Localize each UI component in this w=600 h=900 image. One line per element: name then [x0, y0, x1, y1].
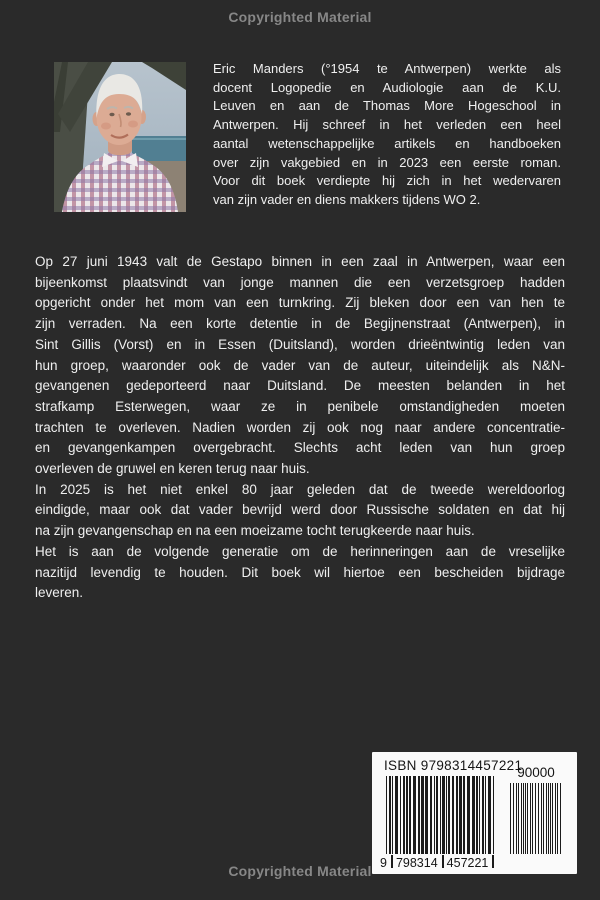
text-line: van zijn vader en diens makkers tijdens WO 2.	[213, 191, 481, 207]
barcode-panel	[372, 752, 577, 874]
isbn-digit-group: 9	[380, 855, 387, 870]
text-line: hun groep, waaronder ook de vader van de auteur, uiteindelijk als N&N-	[35, 357, 565, 373]
isbn-digit-group: 798314	[395, 855, 438, 870]
text-line: overleven de gruwel en keren terug naar huis.	[35, 461, 310, 477]
text-line: Leuven en aan de Thomas More Hogeschool in	[213, 98, 561, 114]
text-line: Antwerpen. Hij schreef in het verleden een heel	[213, 117, 561, 133]
ean-barcode	[386, 776, 498, 854]
text-line: over zijn vakgebied en in 2023 een eerste roman.	[213, 154, 561, 170]
text-line: en gevangenkampen overgebracht. Slechts acht leden van hun groep	[35, 440, 565, 456]
copyright-notice-top: Copyrighted Material	[228, 9, 372, 25]
text-line: docent Logopedie en Audiologie aan de K.U.	[213, 79, 561, 95]
text-line: na zijn gevangenschap en na een moeizame tocht terugkeerde naar huis.	[35, 523, 475, 539]
text-line: gevangenen gedeporteerd naar Duitsland. De meesten belanden in het	[35, 378, 565, 394]
text-line: eindigde, maar ook dat vader bevrijd werd door Russische soldaten en dat hij	[35, 502, 565, 518]
isbn-label: ISBN 9798314457221	[384, 758, 523, 773]
text-line: bijeenkomst plaatsvindt van jonge mannen die een verzetsgroep hadden	[35, 274, 565, 290]
text-line: Voor dit boek verdiepte hij zich in het wedervaren	[213, 173, 561, 189]
text-line: leveren.	[35, 585, 84, 601]
isbn-digit-group: 457221	[446, 855, 489, 870]
text-line: trachten te overleven. Nadien worden zij ook nog naar andere concentratie-	[35, 419, 565, 435]
text-line: aantal wetenschappelijke artikels en handboeken	[213, 135, 561, 151]
text-line: zijn verraden. Na een korte detentie in de Begijnenstraat (Antwerpen), in	[35, 316, 565, 332]
text-line: opgericht onder het mom van een turnkring. Zij bleken door een van hen te	[35, 295, 565, 311]
text-line: Het is aan de volgende generatie om de herinneringen aan de vreselijke	[35, 543, 565, 559]
author-portrait-illustration	[54, 62, 186, 212]
text-line: Eric Manders (°1954 te Antwerpen) werkte als	[213, 61, 561, 76]
text-line: In 2025 is het niet enkel 80 jaar geleden dat de tweede wereldoorlog	[35, 481, 565, 497]
text-line: Op 27 juni 1943 valt de Gestapo binnen in een zaal in Antwerpen, waar een	[35, 254, 565, 269]
text-line: strafkamp Esterwegen, waar ze in penibele omstandigheden moeten	[35, 398, 565, 414]
author-photo	[54, 62, 186, 212]
text-line: Sint Gillis (Vorst) en in Essen (Duitsland), worden drieëntwintig leden van	[35, 336, 565, 352]
copyright-notice-bottom: Copyrighted Material	[228, 863, 372, 879]
author-bio	[213, 60, 561, 210]
price-addon-barcode	[510, 783, 564, 854]
text-line: nazitijd levendig te houden. Dit boek wil hiertoe een bescheiden bijdrage	[35, 564, 565, 580]
book-description	[35, 252, 565, 604]
price-code-label: 90000	[517, 765, 555, 780]
